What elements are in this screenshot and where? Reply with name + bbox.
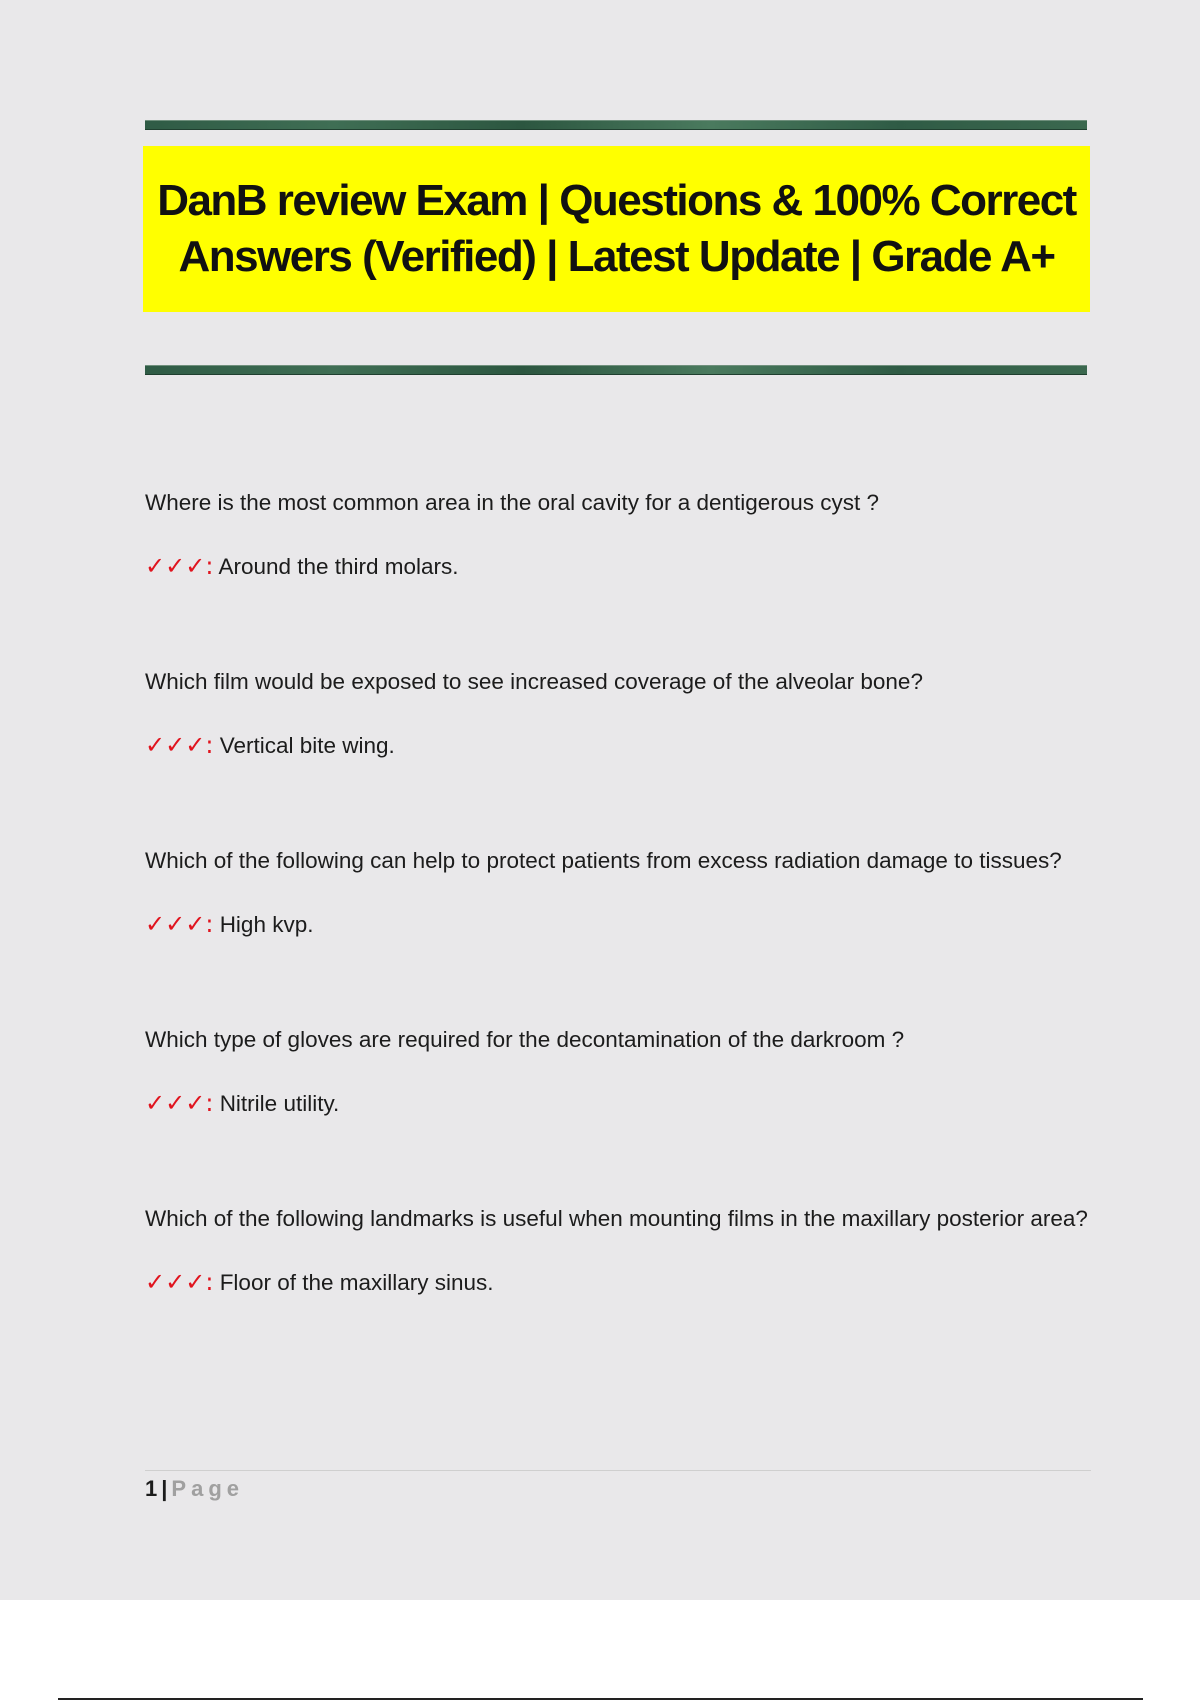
page-number: 1 <box>145 1476 158 1501</box>
check-mark-icon: ✓✓✓: <box>145 910 214 938</box>
answer-line <box>145 1088 1095 1119</box>
answer-line <box>145 551 1095 582</box>
page-label: Page <box>171 1476 244 1501</box>
answer-text: Floor of the maxillary sinus. <box>219 1270 494 1295</box>
decorative-rule-bottom <box>145 365 1087 375</box>
check-mark-icon: ✓✓✓: <box>145 552 214 580</box>
decorative-rule-top <box>145 120 1087 130</box>
footer-divider <box>145 1470 1091 1471</box>
footer-separator: | <box>161 1476 168 1501</box>
check-mark-icon: ✓✓✓: <box>145 731 214 759</box>
document-title: DanB review Exam | Questions & 100% Correct Answers (Verified) | Latest Update | Grade A+ <box>157 176 1076 281</box>
question-text: Which type of gloves are required for the decontamination of the darkroom ? <box>145 1027 905 1052</box>
answer-text: Vertical bite wing. <box>219 733 395 758</box>
qa-item <box>145 654 1095 761</box>
answer-text: Nitrile utility. <box>219 1091 340 1116</box>
question-text: Where is the most common area in the oral cavity for a dentigerous cyst ? <box>145 490 880 515</box>
qa-item <box>145 833 1095 940</box>
check-mark-icon: ✓✓✓: <box>145 1268 214 1296</box>
qa-item <box>145 475 1095 582</box>
title-highlight-box <box>143 146 1090 312</box>
question-text: Which of the following can help to protect patients from excess radiation damage to tissues? <box>145 848 1062 873</box>
answer-line <box>145 730 1095 761</box>
question-text: Which of the following landmarks is useful when mounting films in the maxillary posterior area? <box>145 1206 1088 1231</box>
answer-line <box>145 1267 1095 1298</box>
qa-list <box>145 475 1095 1298</box>
answer-line <box>145 909 1095 940</box>
check-mark-icon: ✓✓✓: <box>145 1089 214 1117</box>
question-text: Which film would be exposed to see increased coverage of the alveolar bone? <box>145 669 923 694</box>
answer-text: High kvp. <box>219 912 314 937</box>
page-footer <box>145 1476 244 1502</box>
qa-item <box>145 1012 1095 1119</box>
answer-text: Around the third molars. <box>218 554 459 579</box>
qa-item <box>145 1191 1095 1298</box>
